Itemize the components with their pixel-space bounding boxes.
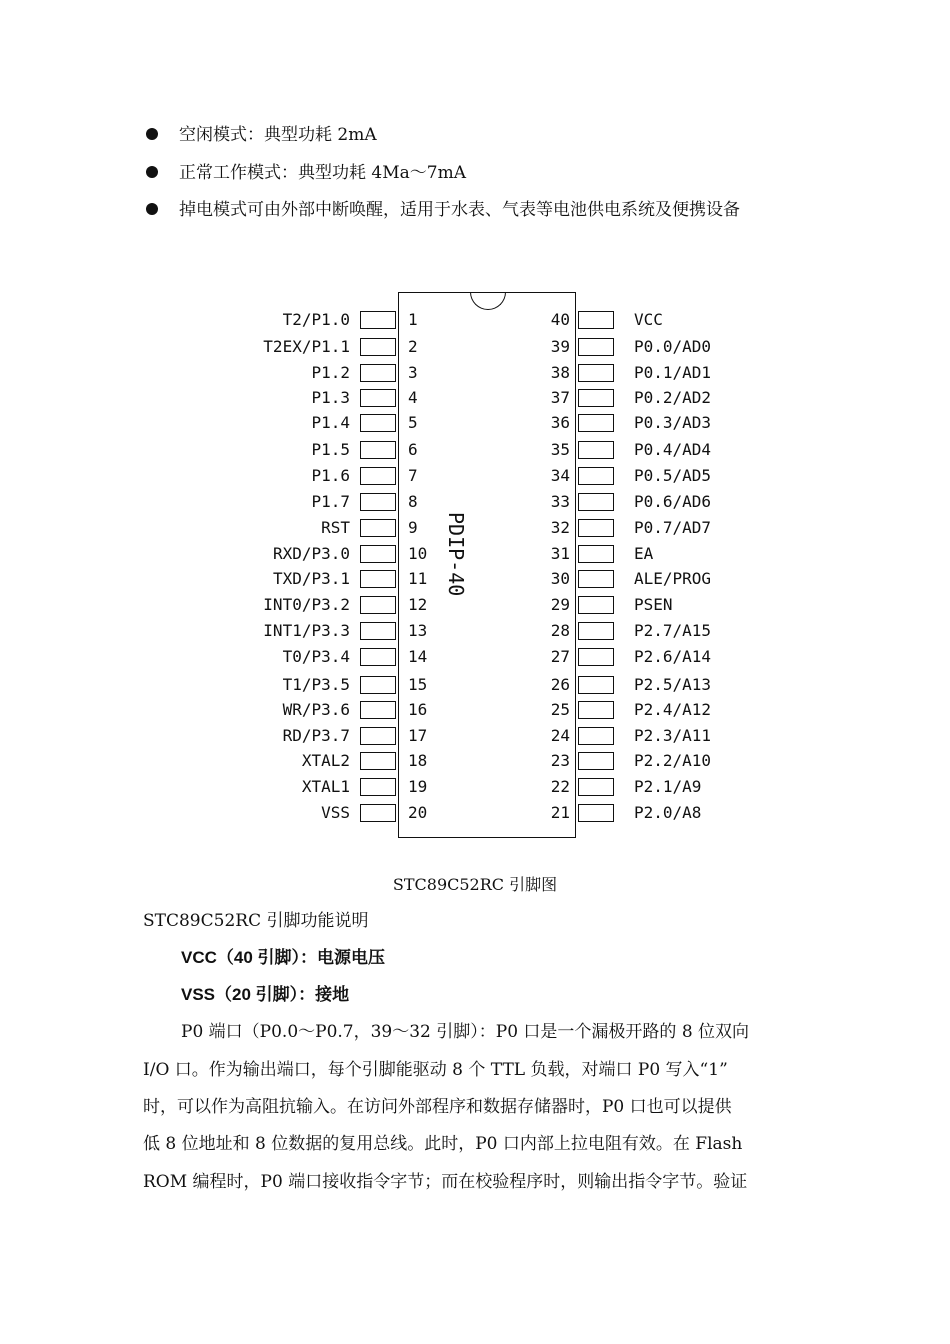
pin-4-lead [360, 389, 396, 407]
pin-11-lead [360, 570, 396, 588]
pin-29-lead [578, 596, 614, 614]
pin-11-label: TXD/P3.1 [272, 569, 350, 588]
pin-30-number: 30 [550, 569, 570, 588]
pin-33-lead [578, 493, 614, 511]
pin-34-lead [578, 467, 614, 485]
pin-25-label: P2.4/A12 [634, 700, 712, 719]
pin-3-lead [360, 364, 396, 382]
pin-36-label: P0.3/AD3 [634, 413, 712, 432]
pin-27-label: P2.6/A14 [634, 647, 712, 666]
pin-7-label: P1.6 [311, 466, 350, 485]
pin-9-label: RST [321, 518, 350, 537]
pin-10-lead [360, 545, 396, 563]
pin-19-lead [360, 778, 396, 796]
pin-1-number: 1 [408, 310, 418, 329]
pin-35-lead [578, 441, 614, 459]
pin-22-label: P2.1/A9 [634, 777, 702, 796]
pin-31-number: 31 [550, 544, 570, 563]
section-title: STC89C52RC 引脚功能说明 [143, 911, 369, 931]
pin-12-number: 12 [408, 595, 428, 614]
p0-paragraph-line: I/O 口。作为输出端口，每个引脚能驱动 8 个 TTL 负载，对端口 P0 写入“1” [143, 1060, 728, 1080]
pin-35-number: 35 [550, 440, 570, 459]
pin-24-label: P2.3/A11 [634, 726, 712, 745]
pin-24-lead [578, 727, 614, 745]
pin-39-number: 39 [550, 337, 570, 356]
pin-28-label: P2.7/A15 [634, 621, 712, 640]
pin-3-number: 3 [408, 363, 418, 382]
pin-32-lead [578, 519, 614, 537]
bullet-dot-icon [146, 166, 158, 178]
package-label: PDIP-40 [444, 512, 468, 597]
p0-paragraph-line: 低 8 位地址和 8 位数据的复用总线。此时，P0 口内部上拉电阻有效。在 Flash [143, 1134, 743, 1154]
pin-23-label: P2.2/A10 [634, 751, 712, 770]
bullet-text: 空闲模式：典型功耗 2mA [179, 125, 377, 145]
pin-10-label: RXD/P3.0 [272, 544, 350, 563]
pin-22-lead [578, 778, 614, 796]
pin-38-number: 38 [550, 363, 570, 382]
pin-6-label: P1.5 [311, 440, 350, 459]
pin-37-label: P0.2/AD2 [634, 388, 712, 407]
bullet-dot-icon [146, 128, 158, 140]
pin-29-label: PSEN [634, 595, 673, 614]
pin-39-label: P0.0/AD0 [634, 337, 712, 356]
pin-16-lead [360, 701, 396, 719]
pin-34-label: P0.5/AD5 [634, 466, 712, 485]
pin-40-number: 40 [550, 310, 570, 329]
pin-2-lead [360, 338, 396, 356]
pin-23-lead [578, 752, 614, 770]
pin-15-number: 15 [408, 675, 428, 694]
pin-1-label: T2/P1.0 [282, 310, 350, 329]
pin-26-label: P2.5/A13 [634, 675, 712, 694]
pin-4-label: P1.3 [311, 388, 350, 407]
pin-40-label: VCC [634, 310, 663, 329]
pin-16-number: 16 [408, 700, 428, 719]
pin-17-lead [360, 727, 396, 745]
pin-34-number: 34 [550, 466, 570, 485]
pin-11-number: 11 [408, 569, 428, 588]
pin-7-lead [360, 467, 396, 485]
bullet-text: 掉电模式可由外部中断唤醒，适用于水表、气表等电池供电系统及便携设备 [179, 200, 740, 220]
pin-28-number: 28 [550, 621, 570, 640]
pin-18-number: 18 [408, 751, 428, 770]
pin-25-number: 25 [550, 700, 570, 719]
pin-17-number: 17 [408, 726, 428, 745]
pin-2-label: T2EX/P1.1 [263, 337, 350, 356]
pin-31-label: EA [634, 544, 654, 563]
pin-36-number: 36 [550, 413, 570, 432]
pin-37-number: 37 [550, 388, 570, 407]
pin-37-lead [578, 389, 614, 407]
pin-32-label: P0.7/AD7 [634, 518, 712, 537]
pin-24-number: 24 [550, 726, 570, 745]
pin-5-label: P1.4 [311, 413, 350, 432]
pin-30-lead [578, 570, 614, 588]
pin-3-label: P1.2 [311, 363, 350, 382]
pin-31-lead [578, 545, 614, 563]
pin-8-lead [360, 493, 396, 511]
pin-6-lead [360, 441, 396, 459]
pin-21-lead [578, 804, 614, 822]
pin-16-label: WR/P3.6 [282, 700, 350, 719]
pin-40-lead [578, 311, 614, 329]
pin-2-number: 2 [408, 337, 418, 356]
pin-4-number: 4 [408, 388, 418, 407]
pin-5-number: 5 [408, 413, 418, 432]
pin-38-lead [578, 364, 614, 382]
bullet-dot-icon [146, 203, 158, 215]
p0-paragraph-line: ROM 编程时，P0 端口接收指令字节；而在校验程序时，则输出指令字节。验证 [143, 1172, 748, 1192]
pin-5-lead [360, 414, 396, 432]
diagram-caption: STC89C52RC 引脚图 [392, 875, 558, 894]
pin-14-lead [360, 648, 396, 666]
pin-14-label: T0/P3.4 [282, 647, 350, 666]
pin-27-lead [578, 648, 614, 666]
pin-18-label: XTAL2 [301, 751, 350, 770]
pin-6-number: 6 [408, 440, 418, 459]
pin-15-label: T1/P3.5 [282, 675, 350, 694]
pin-18-lead [360, 752, 396, 770]
pin-33-number: 33 [550, 492, 570, 511]
pin-14-number: 14 [408, 647, 428, 666]
pin-35-label: P0.4/AD4 [634, 440, 712, 459]
pin-13-lead [360, 622, 396, 640]
pin-22-number: 22 [550, 777, 570, 796]
p0-paragraph-line: 时，可以作为高阻抗输入。在访问外部程序和数据存储器时，P0 口也可以提供 [143, 1097, 732, 1117]
pin-39-lead [578, 338, 614, 356]
pin-23-number: 23 [550, 751, 570, 770]
vcc-description: VCC（40 引脚）：电源电压 [181, 948, 386, 967]
pin-36-lead [578, 414, 614, 432]
pin-7-number: 7 [408, 466, 418, 485]
pin-13-number: 13 [408, 621, 428, 640]
pin-20-lead [360, 804, 396, 822]
pin-20-number: 20 [408, 803, 428, 822]
pin-9-lead [360, 519, 396, 537]
pin-30-label: ALE/PROG [634, 569, 712, 588]
pin-10-number: 10 [408, 544, 428, 563]
pin-12-lead [360, 596, 396, 614]
vss-description: VSS（20 引脚）：接地 [181, 985, 350, 1004]
pin-33-label: P0.6/AD6 [634, 492, 712, 511]
pin-26-lead [578, 676, 614, 694]
pin-9-number: 9 [408, 518, 418, 537]
pin-26-number: 26 [550, 675, 570, 694]
pin-38-label: P0.1/AD1 [634, 363, 712, 382]
pin-25-lead [578, 701, 614, 719]
pin-21-number: 21 [550, 803, 570, 822]
pin-32-number: 32 [550, 518, 570, 537]
pin-1-lead [360, 311, 396, 329]
pin-27-number: 27 [550, 647, 570, 666]
p0-paragraph-line: P0 端口（P0.0～P0.7，39～32 引脚）：P0 口是一个漏极开路的 8 位双向 [181, 1022, 750, 1042]
pin-20-label: VSS [321, 803, 350, 822]
pin-12-label: INT0/P3.2 [263, 595, 350, 614]
pin-29-number: 29 [550, 595, 570, 614]
pin-8-label: P1.7 [311, 492, 350, 511]
pin-17-label: RD/P3.7 [282, 726, 350, 745]
pin-13-label: INT1/P3.3 [263, 621, 350, 640]
bullet-text: 正常工作模式：典型功耗 4Ma～7mA [179, 163, 466, 183]
pin-19-number: 19 [408, 777, 428, 796]
pin-21-label: P2.0/A8 [634, 803, 702, 822]
pin-8-number: 8 [408, 492, 418, 511]
pin-15-lead [360, 676, 396, 694]
pin-28-lead [578, 622, 614, 640]
pin-19-label: XTAL1 [301, 777, 350, 796]
